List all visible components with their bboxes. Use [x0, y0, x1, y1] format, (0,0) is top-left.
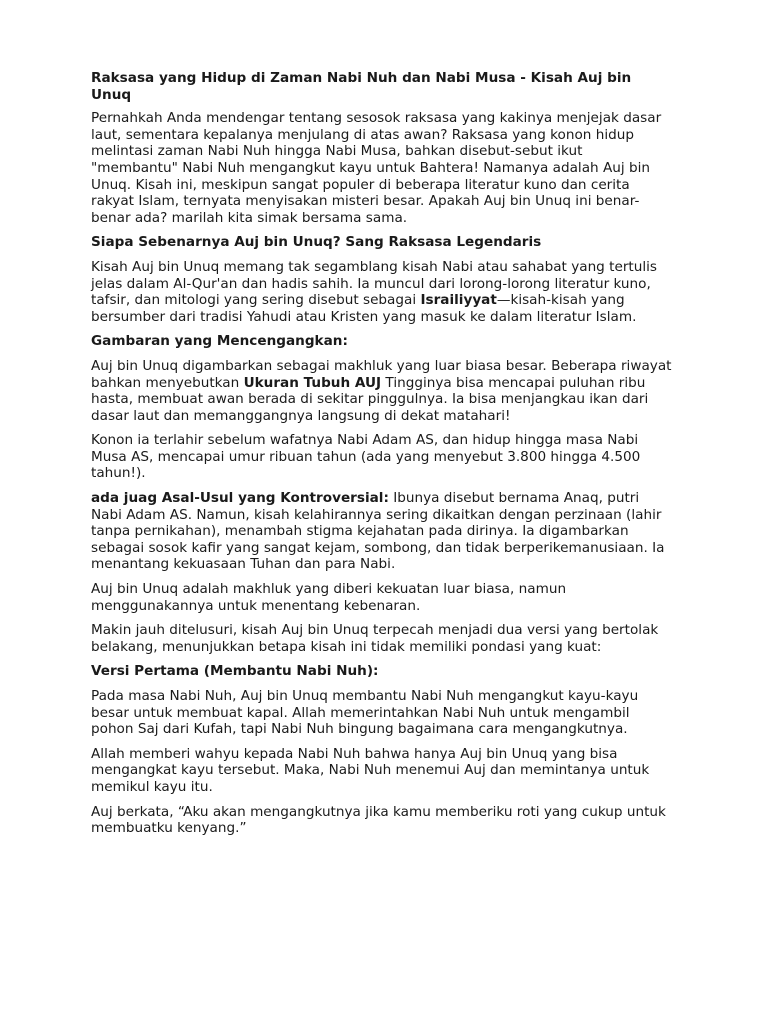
section-heading-2: Gambaran yang Mencengangkan: [91, 333, 348, 350]
paragraph-1-text-b: —kisah-kisah yang bersumber dari tradisi Yahudi atau Kristen yang masuk ke dalam literatur Islam. [91, 292, 637, 325]
paragraph-2 [91, 358, 672, 424]
paragraph-2-text-b: Tingginya bisa mencapai puluhan ribu hasta, membuat awan berada di sekitar pinggulnya. Ia bisa menjangkau ikan dari dasar laut dan memanggangnya langsung di dekat matahari! [91, 374, 649, 424]
paragraph-4-bold: ada juag Asal-Usul yang Kontroversial: [91, 490, 389, 507]
paragraph-4 [91, 490, 672, 573]
section-heading-1: Siapa Sebenarnya Auj bin Unuq? Sang Raksasa Legendaris [91, 234, 542, 251]
paragraph-2-bold: Ukuran Tubuh AUJ [243, 374, 382, 391]
intro-paragraph: Pernahkah Anda mendengar tentang sesosok raksasa yang kakinya menjejak dasar laut, sementara kepalanya menjulang di atas awan? Raksasa yang konon hidup melintasi zaman Nabi Nuh hingga Nabi Musa, bahkan disebut-sebut ikut "membantu" Nabi Nuh mengangkut kayu untuk Bahtera! Namanya adalah Auj bin Unuq. Kisah ini, meskipun sangat populer di beberapa literatur kuno dan cerita rakyat Islam, ternyata menyisakan misteri besar. Apakah Auj bin Unuq ini benar-benar ada? marilah kita simak bersama sama. [91, 110, 662, 226]
paragraph-3: Konon ia terlahir sebelum wafatnya Nabi Adam AS, dan hidup hingga masa Nabi Musa AS, mencapai umur ribuan tahun (ada yang menyebut 3.800 hingga 4.500 tahun!). [91, 432, 641, 482]
paragraph-1-text-a: Kisah Auj bin Unuq memang tak segamblang kisah Nabi atau sahabat yang tertulis jelas dalam Al-Qur'an dan hadis sahih. Ia muncul dari lorong-lorong literatur kuno, tafsir, dan mitologi yang sering disebut sebagai [91, 258, 657, 309]
paragraph-2-text-a: Auj bin Unuq digambarkan sebagai makhluk yang luar biasa besar. Beberapa riwayat bahkan menyebutkan [91, 357, 672, 391]
paragraph-6: Makin jauh ditelusuri, kisah Auj bin Unuq terpecah menjadi dua versi yang bertolak belakang, menunjukkan betapa kisah ini tidak memiliki pondasi yang kuat: [91, 622, 659, 655]
paragraph-7: Pada masa Nabi Nuh, Auj bin Unuq membantu Nabi Nuh mengangkut kayu-kayu besar untuk membuat kapal. Allah memerintahkan Nabi Nuh untuk mengambil pohon Saj dari Kufah, tapi Nabi Nuh bingung bagaimana cara mengangkutnya. [91, 688, 639, 738]
paragraph-5: Auj bin Unuq adalah makhluk yang diberi kekuatan luar biasa, namun menggunakannya untuk menentang kebenaran. [91, 581, 567, 614]
paragraph-9: Auj berkata, “Aku akan mengangkutnya jika kamu memberiku roti yang cukup untuk membuatku kenyang.” [91, 803, 666, 837]
paragraph-8: Allah memberi wahyu kepada Nabi Nuh bahwa hanya Auj bin Unuq yang bisa mengangkat kayu tersebut. Maka, Nabi Nuh menemui Auj dan memintanya untuk memikul kayu itu. [91, 745, 650, 795]
paragraph-1-bold: Israiliyyat [420, 292, 497, 309]
paragraph-4-text: Ibunya disebut bernama Anaq, putri Nabi Adam AS. Namun, kisah kelahirannya sering dikaitkan dengan perzinaan (lahir tanpa pernikahan), menambah stigma kejahatan pada dirinya. Ia digambarkan sebagai sosok kafir yang sangat kejam, sombong, dan tidak berperikemanusiaan. Ia menantang kekuasaan Tuhan dan para Nabi. [91, 490, 665, 573]
section-heading-3: Versi Pertama (Membantu Nabi Nuh): [91, 663, 379, 680]
paragraph-1 [91, 259, 672, 325]
document-title: Raksasa yang Hidup di Zaman Nabi Nuh dan Nabi Musa - Kisah Auj bin Unuq [91, 70, 632, 103]
